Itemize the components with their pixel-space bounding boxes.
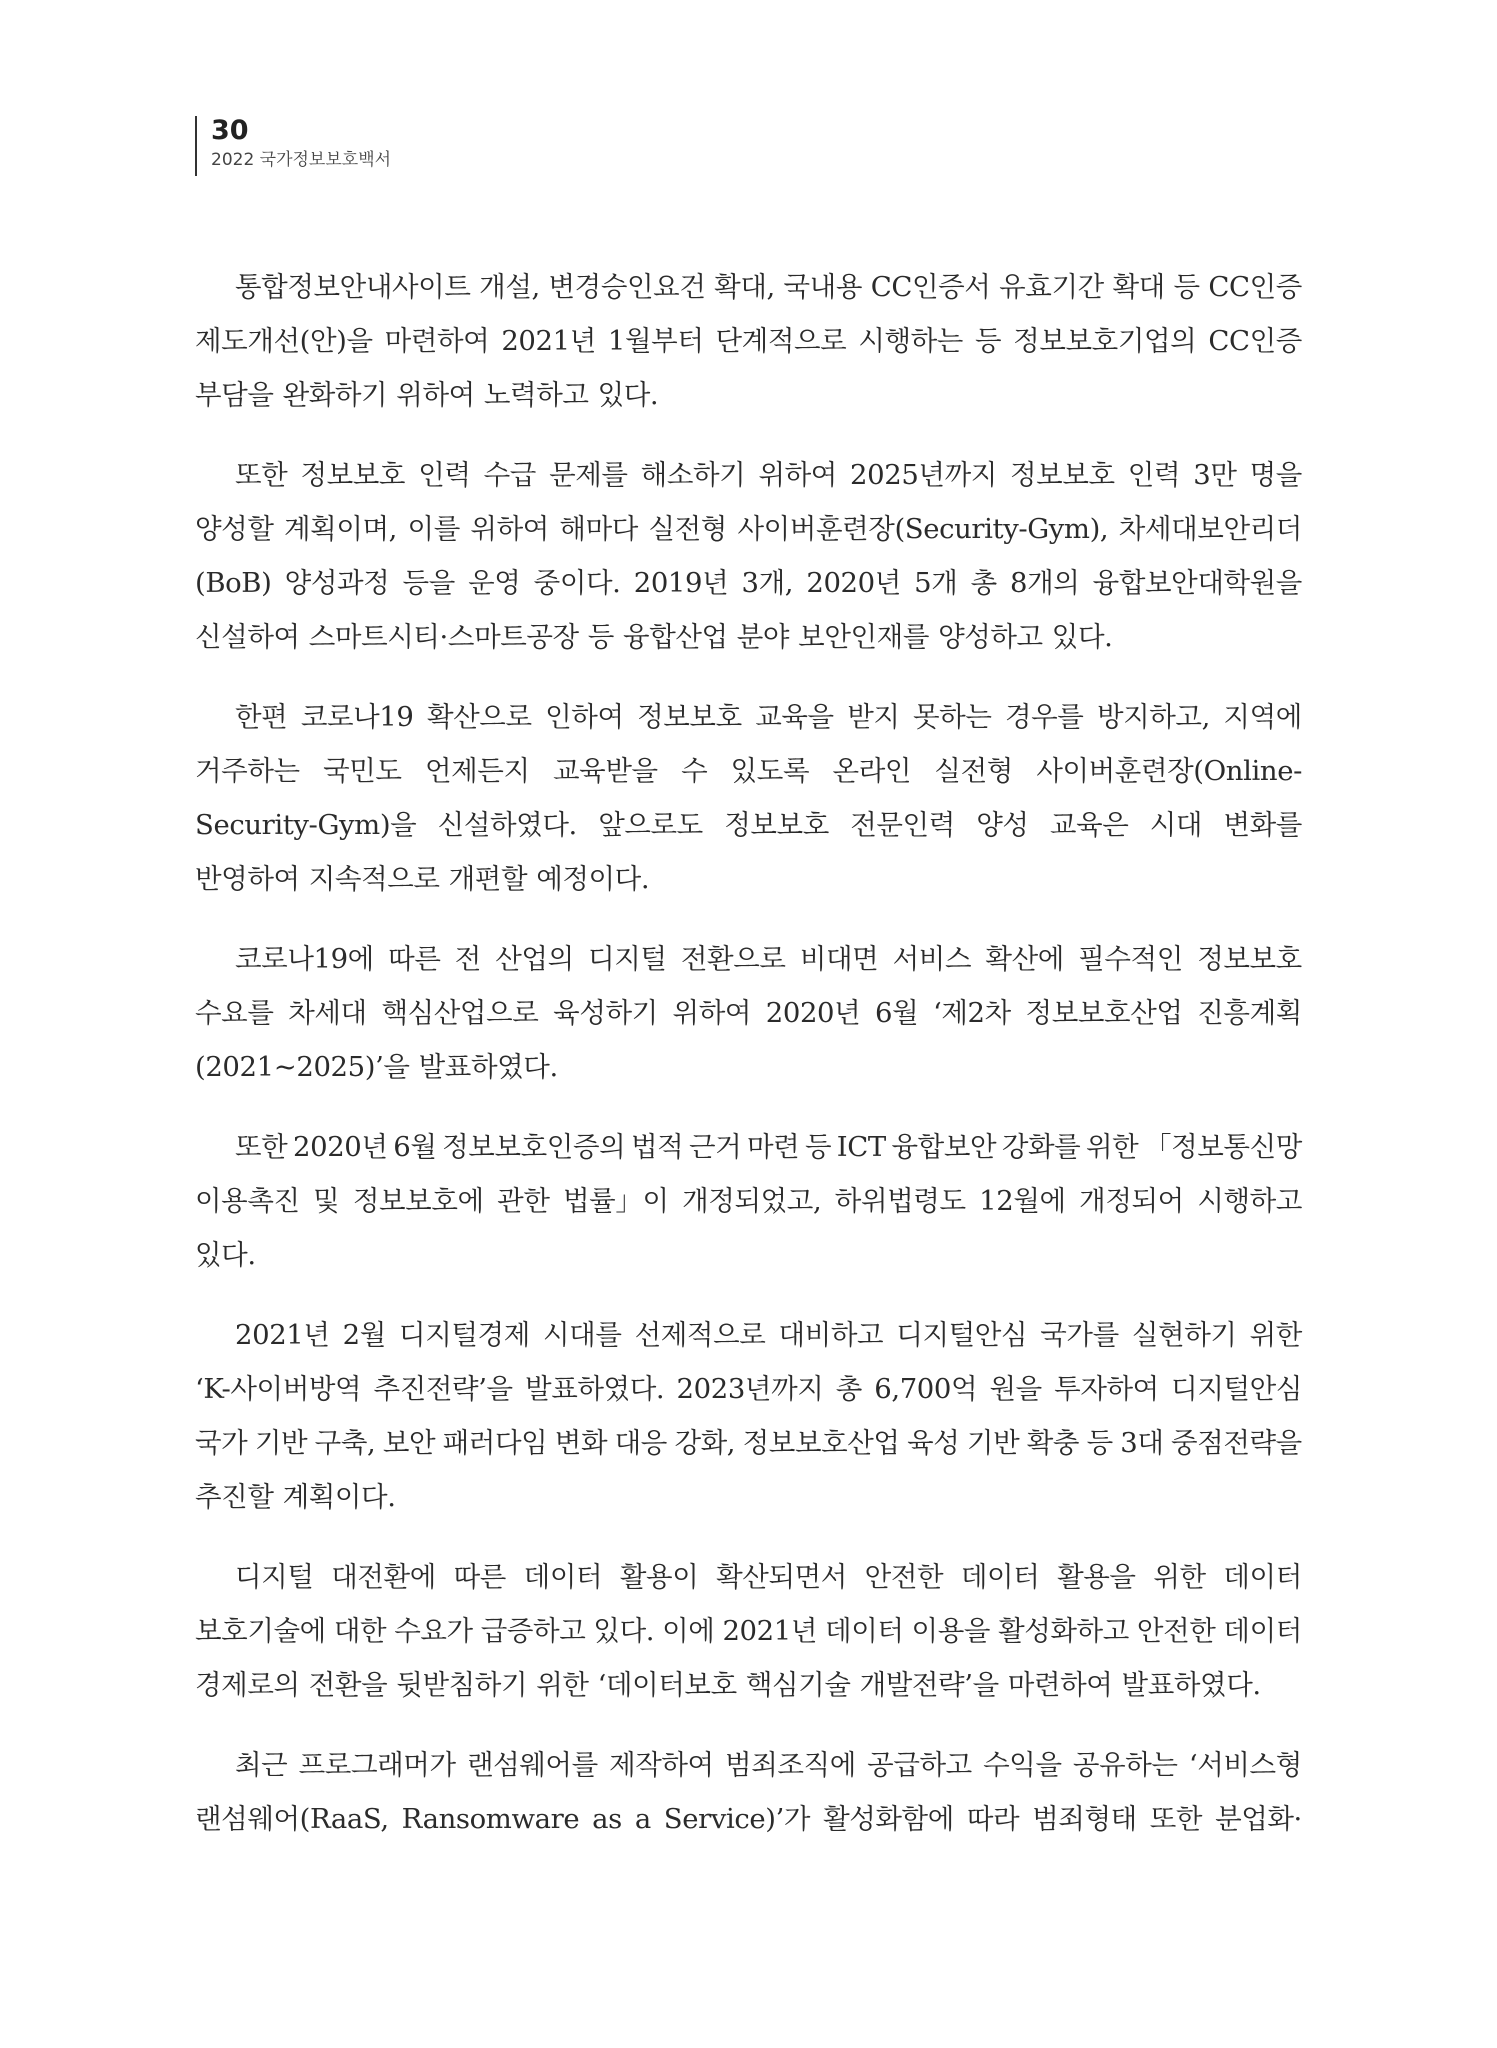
text-line: 2021년 2월 디지털경제 시대를 선제적으로 대비하고 디지털안심 국가를 실현하기 위한 — [235, 1319, 1302, 1351]
text-line: 추진할 계획이다. — [195, 1481, 396, 1513]
paragraph — [195, 1120, 1302, 1282]
text-line: 또한 2020년 6월 정보보호인증의 법적 근거 마련 등 ICT 융합보안 강화를 위한 「정보통신망 — [235, 1131, 1302, 1163]
paragraph — [195, 1550, 1302, 1712]
paragraph — [195, 448, 1302, 664]
text-line: 경제로의 전환을 뒷받침하기 위한 ‘데이터보호 핵심기술 개발전략’을 마련하여 발표하였다. — [195, 1669, 1261, 1701]
text-line: 부담을 완화하기 위하여 노력하고 있다. — [195, 379, 659, 411]
paragraph — [195, 1738, 1302, 1846]
paragraph — [195, 932, 1302, 1094]
text-line: 신설하여 스마트시티·스마트공장 등 융합산업 분야 보안인재를 양성하고 있다. — [195, 621, 1113, 653]
text-line: (2021~2025)’을 발표하였다. — [195, 1051, 558, 1083]
text-line: 있다. — [195, 1239, 256, 1271]
page-number: 30 — [211, 115, 249, 146]
paragraph — [195, 690, 1302, 906]
text-line: 국가 기반 구축, 보안 패러다임 변화 대응 강화, 정보보호산업 육성 기반 확충 등 3대 중점전략을 — [195, 1427, 1302, 1459]
book-title: 2022 국가정보보호백서 — [211, 150, 392, 170]
text-line: 이용촉진 및 정보보호에 관한 법률」이 개정되었고, 하위법령도 12월에 개정되어 시행하고 — [195, 1185, 1302, 1217]
paragraph — [195, 260, 1302, 422]
text-line: 거주하는 국민도 언제든지 교육받을 수 있도록 온라인 실전형 사이버훈련장(Online- — [195, 755, 1302, 787]
page-header — [195, 116, 391, 176]
text-line: 수요를 차세대 핵심산업으로 육성하기 위하여 2020년 6월 ‘제2차 정보보호산업 진흥계획 — [195, 997, 1302, 1029]
text-line: Security-Gym)을 신설하였다. 앞으로도 정보보호 전문인력 양성 교육은 시대 변화를 — [195, 809, 1302, 841]
text-line: ‘K-사이버방역 추진전략’을 발표하였다. 2023년까지 총 6,700억 원을 투자하여 디지털안심 — [195, 1373, 1302, 1405]
text-line: 디지털 대전환에 따른 데이터 활용이 확산되면서 안전한 데이터 활용을 위한 데이터 — [235, 1561, 1302, 1593]
body-text — [195, 260, 1302, 1872]
text-line: 또한 정보보호 인력 수급 문제를 해소하기 위하여 2025년까지 정보보호 인력 3만 명을 — [235, 459, 1302, 491]
text-line: 통합정보안내사이트 개설, 변경승인요건 확대, 국내용 CC인증서 유효기간 확대 등 CC인증 — [235, 271, 1302, 303]
text-line: 코로나19에 따른 전 산업의 디지털 전환으로 비대면 서비스 확산에 필수적인 정보보호 — [235, 943, 1302, 975]
text-line: 보호기술에 대한 수요가 급증하고 있다. 이에 2021년 데이터 이용을 활성화하고 안전한 데이터 — [195, 1615, 1302, 1647]
text-line: 랜섬웨어(RaaS, Ransomware as a Service)’가 활성화함에 따라 범죄형태 또한 분업화· — [195, 1803, 1302, 1835]
text-line: (BoB) 양성과정 등을 운영 중이다. 2019년 3개, 2020년 5개 총 8개의 융합보안대학원을 — [195, 567, 1302, 599]
text-line: 제도개선(안)을 마련하여 2021년 1월부터 단계적으로 시행하는 등 정보보호기업의 CC인증 — [195, 325, 1302, 357]
text-line: 반영하여 지속적으로 개편할 예정이다. — [195, 863, 650, 895]
text-line: 한편 코로나19 확산으로 인하여 정보보호 교육을 받지 못하는 경우를 방지하고, 지역에 — [235, 701, 1302, 733]
text-line: 양성할 계획이며, 이를 위하여 해마다 실전형 사이버훈련장(Security-Gym), 차세대보안리더 — [195, 513, 1302, 545]
text-line: 최근 프로그래머가 랜섬웨어를 제작하여 범죄조직에 공급하고 수익을 공유하는 ‘서비스형 — [235, 1749, 1302, 1781]
paragraph — [195, 1308, 1302, 1524]
